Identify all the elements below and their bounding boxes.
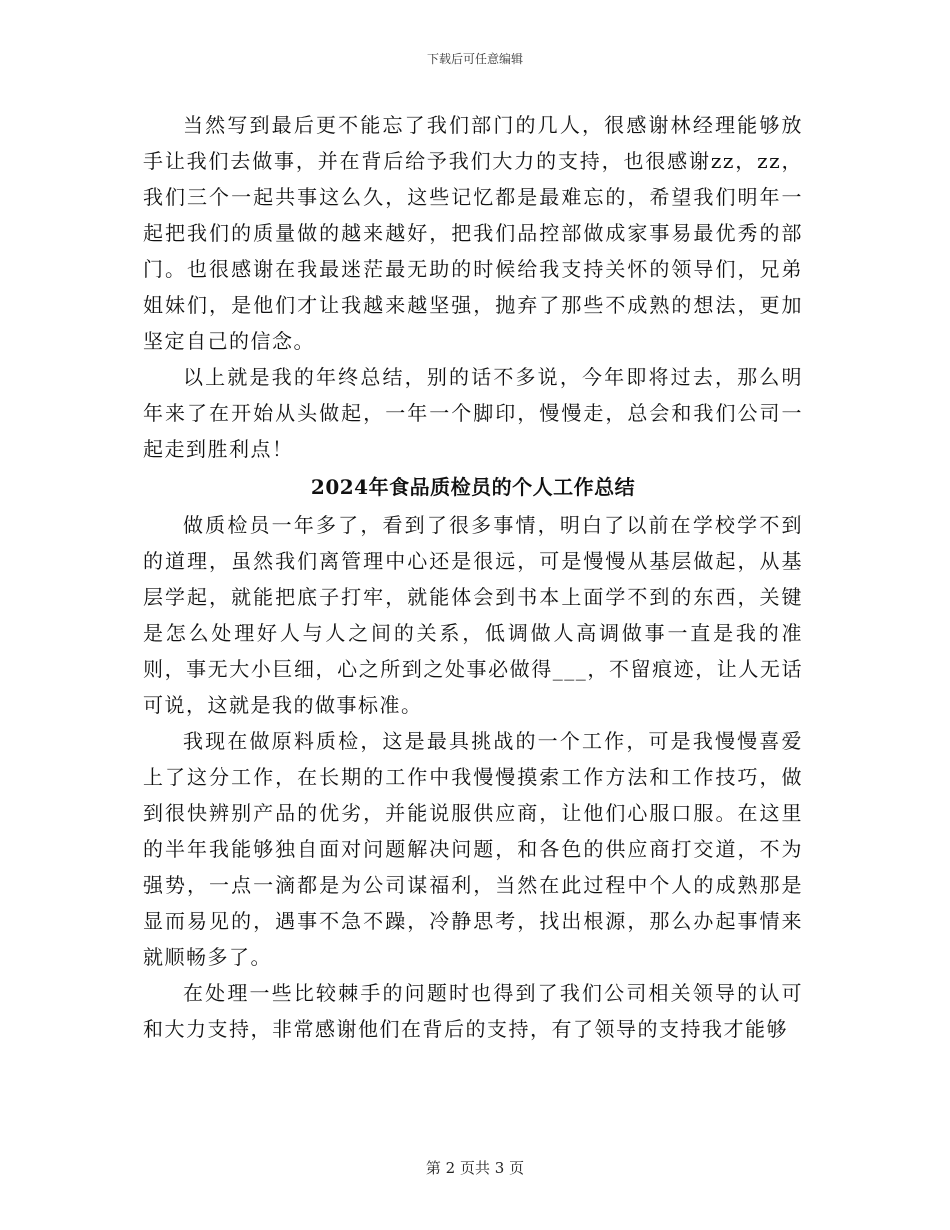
page-number: 第 2 页共 3 页 bbox=[425, 1159, 525, 1177]
paragraph-experience: 做质检员一年多了，看到了很多事情，明白了以前在学校学不到的道理，虽然我们离管理中心还是很远，可是慢慢从基层做起，从基层学起，就能把底子打牢，就能体会到书本上面学不到的东西，关键是怎么处理好人与人之间的关系，低调做人高调做事一直是我的准则，事无大小巨细，心之所到之处事必做得___，不留痕迹，让人无话可说，这就是我的做事标准。 bbox=[143, 513, 803, 717]
paragraph-raw-material-inspection: 我现在做原料质检，这是最具挑战的一个工作，可是我慢慢喜爱上了这分工作，在长期的工作中我慢慢摸索工作方法和工作技巧，做到很快辨别产品的优劣，并能说服供应商，让他们心服口服。在这里的半年我能够独自面对问题解决问题，和各色的供应商打交道，不为强势，一点一滴都是为公司谋福利，当然在此过程中个人的成熟那是显而易见的，遇事不急不躁，冷静思考，找出根源，那么办起事情来就顺畅多了。 bbox=[143, 729, 803, 969]
section-title: 2024年食品质检员的个人工作总结 bbox=[310, 475, 636, 499]
paragraph-leadership-support: 在处理一些比较棘手的问题时也得到了我们公司相关领导的认可和大力支持，非常感谢他们在背后的支持，有了领导的支持我才能够 bbox=[143, 981, 803, 1041]
document-body bbox=[143, 107, 803, 1047]
page-header: 下载后可任意编辑 bbox=[426, 52, 523, 66]
paragraph-thanks: 当然写到最后更不能忘了我们部门的几人，很感谢林经理能够放手让我们去做事，并在背后给予我们大力的支持，也很感谢zz，zz，我们三个一起共事这么久，这些记忆都是最难忘的，希望我们明年一起把我们的质量做的越来越好，把我们品控部做成家事易最优秀的部门。也很感谢在我最迷茫最无助的时候给我支持关怀的领导们，兄弟姐妹们，是他们才让我越来越坚强，抛弃了那些不成熟的想法，更加坚定自己的信念。 bbox=[143, 113, 803, 353]
paragraph-closing: 以上就是我的年终总结，别的话不多说，今年即将过去，那么明年来了在开始从头做起，一年一个脚印，慢慢走，总会和我们公司一起走到胜利点！ bbox=[143, 365, 803, 461]
